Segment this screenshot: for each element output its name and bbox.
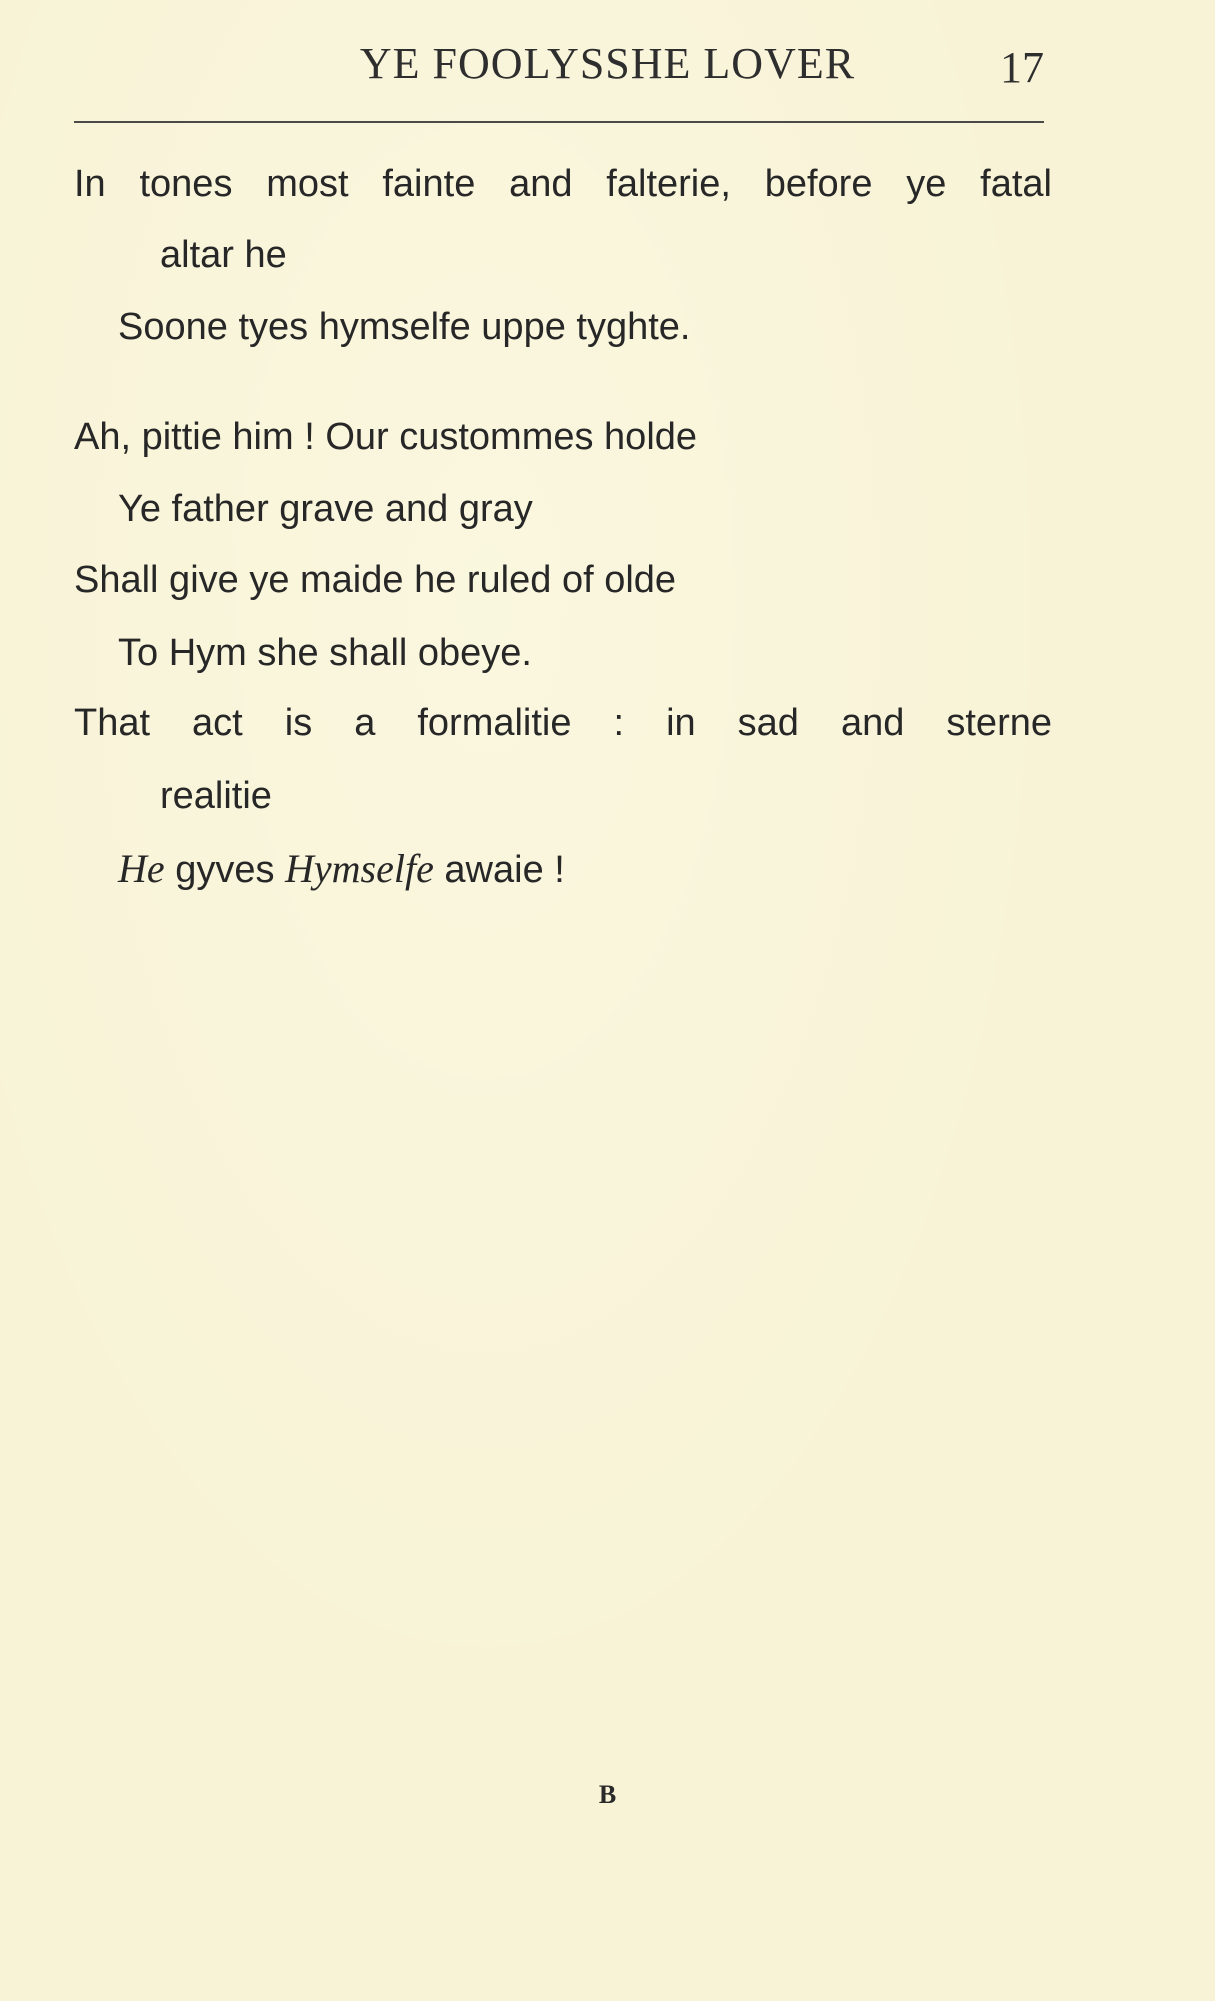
poem-line: Ah, pittie him ! Our custommes holde: [74, 416, 698, 458]
italic-word: Hymselfe: [285, 846, 434, 891]
page-number: 17: [1000, 43, 1044, 92]
signature-mark: B: [598, 1780, 617, 1809]
poem-line: altar he: [160, 234, 287, 276]
poem-line: That act is a formalitie : in sad and sterne: [74, 702, 1052, 744]
poem-line: Ye father grave and gray: [118, 488, 533, 530]
poem-line: [118, 846, 565, 891]
poem-line: realitie: [160, 775, 272, 817]
running-title: YE FOOLYSSHE LOVER: [359, 39, 856, 88]
poem-line: Shall give ye maide he ruled of olde: [74, 559, 677, 601]
poem-line: Soone tyes hymselfe uppe tyghte.: [118, 306, 691, 348]
running-head: [0, 38, 1215, 98]
text-segment: awaie !: [433, 849, 565, 891]
poem-line: To Hym she shall obeye.: [118, 632, 532, 674]
header-rule: [74, 121, 1044, 123]
italic-word: He: [118, 846, 165, 891]
poem-line: In tones most fainte and falterie, before ye fatal: [74, 163, 1052, 205]
text-segment: gyves: [164, 849, 286, 891]
